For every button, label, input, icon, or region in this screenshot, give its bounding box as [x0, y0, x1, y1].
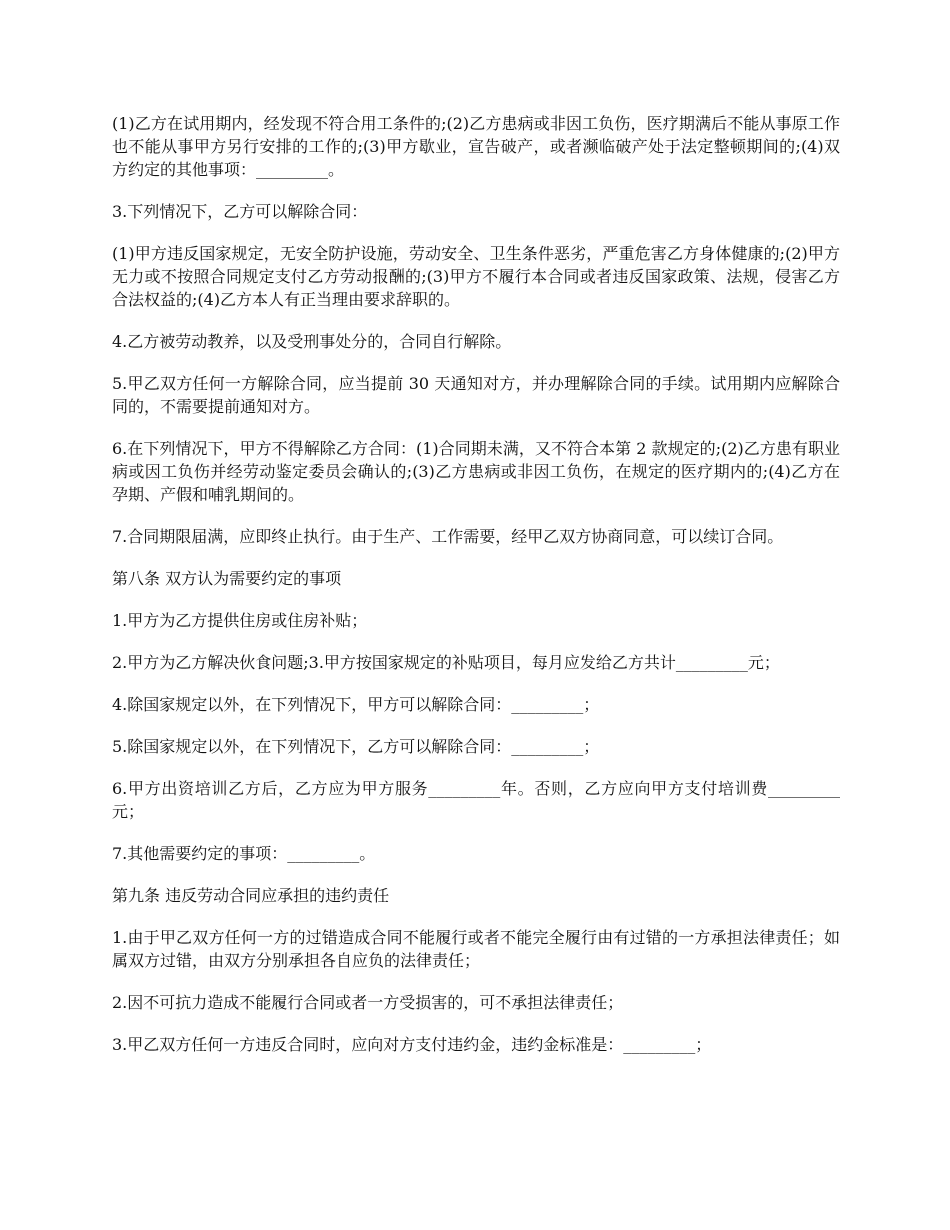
- paragraph-clause-3: 3.下列情况下，乙方可以解除合同：: [112, 202, 368, 221]
- paragraph-article-8-item-1: 1.甲方为乙方提供住房或住房补贴；: [112, 611, 368, 630]
- paragraph-clause-5: 5.甲乙双方任何一方解除合同，应当提前 30 天通知对方，并办理解除合同的手续。试用期内应解除合同的，不需要提前通知对方。: [112, 374, 840, 416]
- paragraph-article-8-item-6: 6.甲方出资培训乙方后，乙方应为甲方服务_________年。否则，乙方应向甲方支付培训费_________元；: [112, 779, 840, 821]
- paragraph-article-8-item-5: 5.除国家规定以外，在下列情况下，乙方可以解除合同：_________；: [112, 737, 600, 756]
- paragraph-article-8-item-7: 7.其他需要约定的事项：_________。: [112, 844, 376, 863]
- section-heading-article-8: 第八条 双方认为需要约定的事项: [112, 569, 342, 588]
- paragraph-clause-6: 6.在下列情况下，甲方不得解除乙方合同：(1)合同期未满，又不符合本第 2 款规定的;(2)乙方患有职业病或因工负伤并经劳动鉴定委员会确认的;(3)乙方患病或非因工负伤，在规定的医疗期内的;(4)乙方在孕期、产假和哺乳期间的。: [112, 439, 840, 504]
- paragraph-article-8-item-2-3: 2.甲方为乙方解决伙食问题;3.甲方按国家规定的补贴项目，每月应发给乙方共计_________元；: [112, 653, 780, 672]
- paragraph-clause-4: 4.乙方被劳动教养，以及受刑事处分的，合同自行解除。: [112, 332, 512, 351]
- section-heading-article-9: 第九条 违反劳动合同应承担的违约责任: [112, 886, 390, 905]
- paragraph-article-8-item-4: 4.除国家规定以外，在下列情况下，甲方可以解除合同：_________；: [112, 695, 600, 714]
- document-body: [112, 112, 840, 1075]
- paragraph-employee-termination-conditions: (1)甲方违反国家规定，无安全防护设施，劳动安全、卫生条件恶劣，严重危害乙方身体健康的;(2)甲方无力或不按照合同规定支付乙方劳动报酬的;(3)甲方不履行本合同或者违反国家政策、法规，侵害乙方合法权益的;(4)乙方本人有正当理由要求辞职的。: [112, 244, 840, 309]
- paragraph-article-9-item-1: 1.由于甲乙双方任何一方的过错造成合同不能履行或者不能完全履行由有过错的一方承担法律责任；如属双方过错，由双方分别承担各自应负的法律责任；: [112, 928, 840, 970]
- paragraph-clause-7: 7.合同期限届满，应即终止执行。由于生产、工作需要，经甲乙双方协商同意，可以续订合同。: [112, 527, 784, 546]
- paragraph-dismissal-conditions-cont: (1)乙方在试用期内，经发现不符合用工条件的;(2)乙方患病或非因工负伤，医疗期满后不能从事原工作也不能从事甲方另行安排的工作的;(3)甲方歇业，宣告破产，或者濒临破产处于法定整顿期间的;(4)双方约定的其他事项：_________。: [112, 114, 840, 179]
- paragraph-article-9-item-2: 2.因不可抗力造成不能履行合同或者一方受损害的，可不承担法律责任；: [112, 993, 624, 1012]
- paragraph-article-9-item-3: 3.甲乙双方任何一方违反合同时，应向对方支付违约金，违约金标准是：_________；: [112, 1035, 712, 1054]
